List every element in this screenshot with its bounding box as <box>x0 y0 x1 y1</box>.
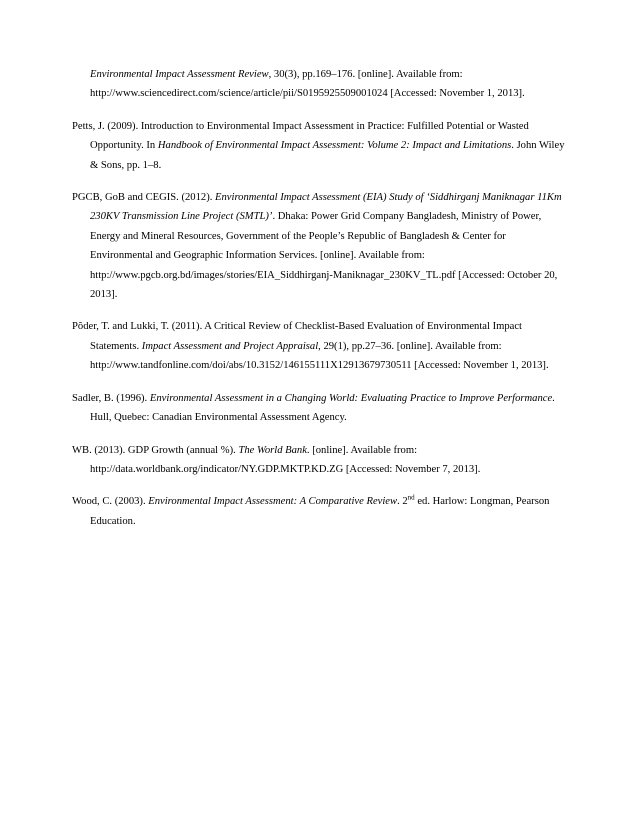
reference-wb: WB. (2013). GDP Growth (annual %). The World Bank. [online]. Available from: http://data.worldbank.org/indicator/NY.GDP.MKTP.KD.ZG [Accessed: November 7, 2013]. <box>72 444 481 475</box>
reference-wood: Wood, C. (2003). Environmental Impact Assessment: A Comparative Review. 2nd ed. Harlow: Longman, Pearson Education. <box>72 493 550 527</box>
reference-continuation <box>72 65 566 104</box>
journal-title: Environmental Impact Assessment Review <box>90 69 269 80</box>
report-title: Environmental Impact Assessment (EIA) Study of ‘Siddhirganj Maniknagar 11Km 230KV Transmission Line Project (SMTL)’ <box>90 192 562 223</box>
reference-line: http://www.sciencedirect.com/science/article/pii/S0195925509001024 [Accessed: November 1, 2013]. <box>90 88 525 100</box>
book-title: Environmental Assessment in a Changing World: Evaluating Practice to Improve Performance <box>149 392 553 404</box>
journal-title: Impact Assessment and Project Appraisal <box>141 340 319 352</box>
book-title: Environmental Impact Assessment: A Comparative Review <box>148 496 398 508</box>
website-title: The World Bank <box>238 444 307 456</box>
reference-petts: Petts, J. (2009). Introduction to Environmental Impact Assessment in Practice: Fulfilled Potential or Wasted Opportunity. In Handbook of Environmental Impact Assessment: Volume 2: Impact and Limitations. John Wiley & Sons, pp. 1–8. <box>72 120 565 171</box>
reference-sadler: Sadler, B. (1996). Environmental Assessment in a Changing World: Evaluating Practice to Improve Performance. Hull, Quebec: Canadian Environmental Assessment Agency. <box>72 392 555 424</box>
edition-superscript: nd <box>407 493 415 502</box>
reference-list <box>72 65 566 544</box>
reference-poder: Põder, T. and Lukki, T. (2011). A Critical Review of Checklist-Based Evaluation of Environmental Impact Statements. Impact Assessment and Project Appraisal, 29(1), pp.27–36. [online]. Available from: http://www.tandfonline.com/doi/abs/10.3152/146155111X12913679730511 [Accessed: November 1, 2013]. <box>72 321 549 372</box>
book-title: Handbook of Environmental Impact Assessment: Volume 2: Impact and Limitations <box>157 140 512 152</box>
reference-pgcb: PGCB, GoB and CEGIS. (2012). Environmental Impact Assessment (EIA) Study of ‘Siddhirganj Maniknagar 11Km 230KV Transmission Line Project (SMTL)’. Dhaka: Power Grid Company Bangladesh, Ministry of Power, Energy and Mineral Resources, Government of the People’s Republic of Bangladesh & Center for Environmental and Geographic Information Services. [online]. Available from: http://www.pgcb.org.bd/images/stories/EIA_Siddhirganj-Maniknagar_230KV_TL.pdf [Accessed: October 20, 2013]. <box>72 192 562 301</box>
reference-line: Environmental Impact Assessment Review, 30(3), pp.169–176. [online]. Available from: <box>90 69 463 80</box>
